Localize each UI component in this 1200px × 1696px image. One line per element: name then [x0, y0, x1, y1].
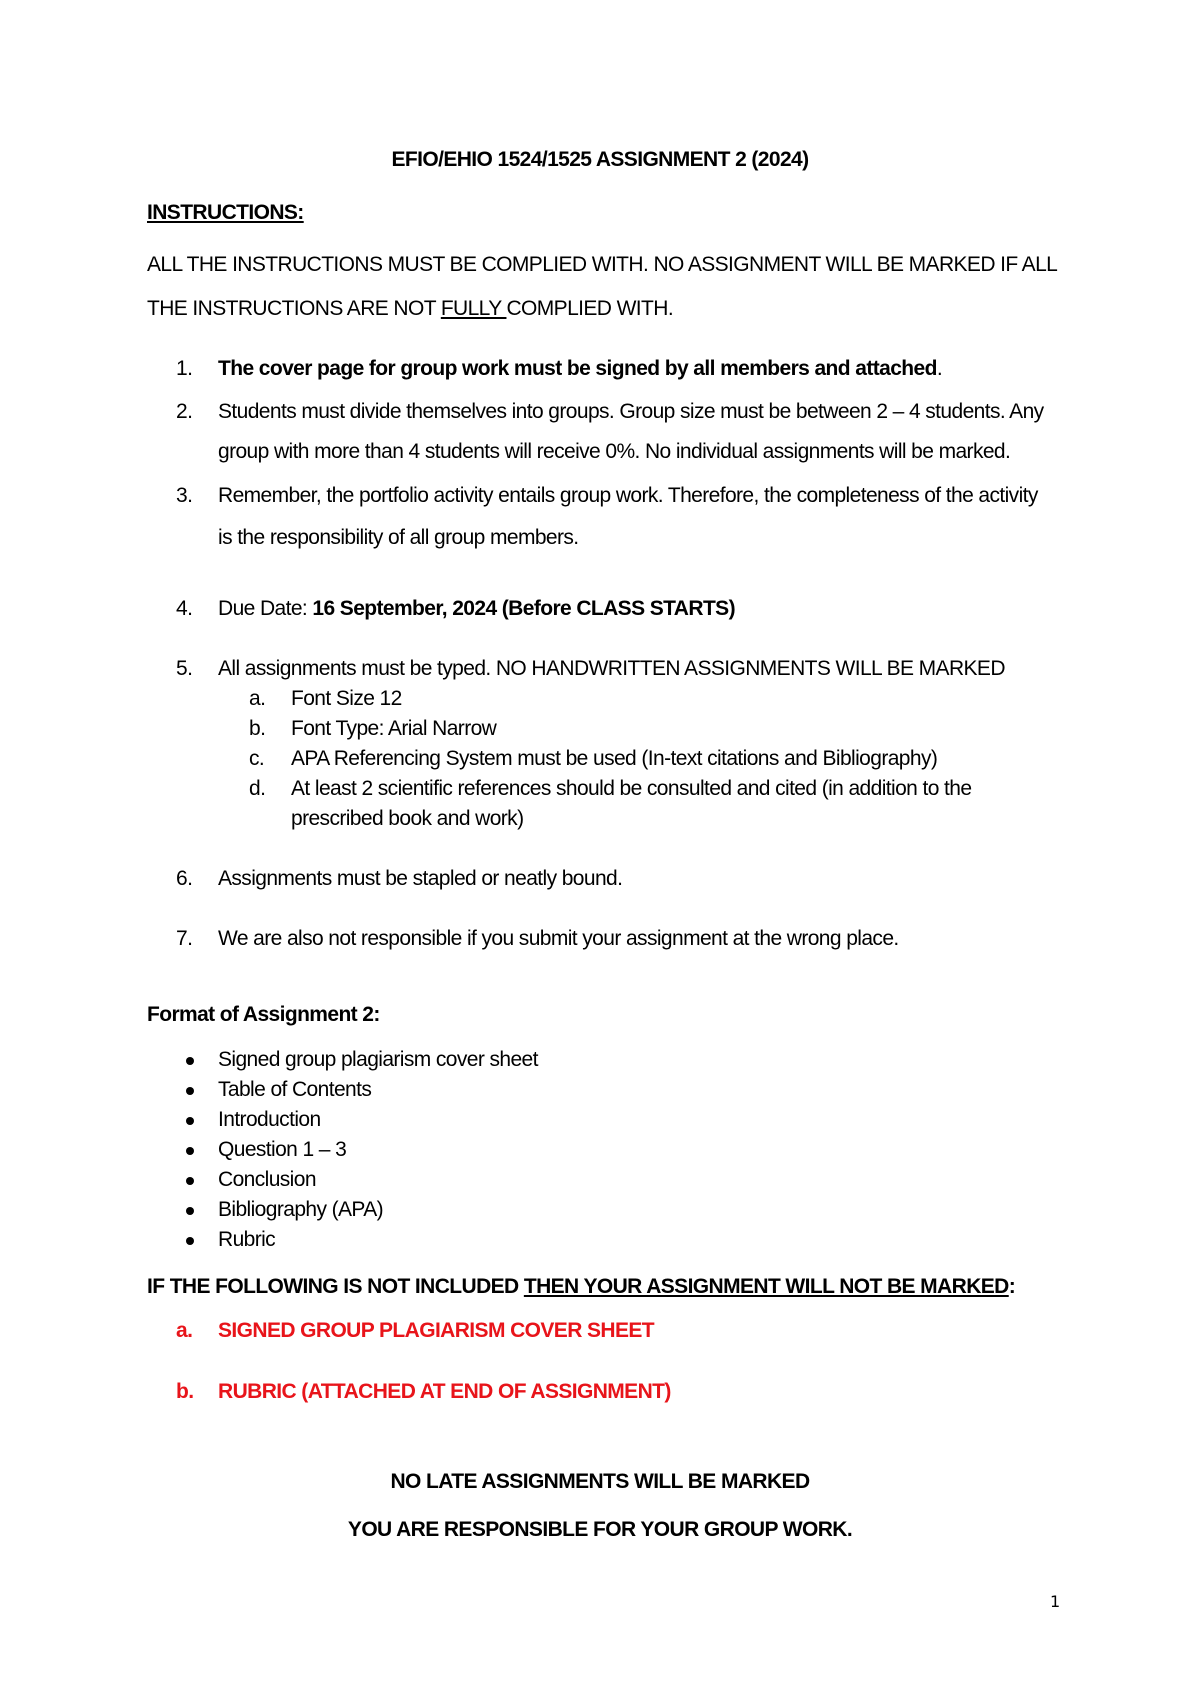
list-item-text-line-2: group with more than 4 students will receive 0%. No individual assignments will be marked. [218, 440, 1011, 463]
bullet-icon [186, 1177, 194, 1185]
list-item-text [218, 597, 735, 621]
sub-letter: a. [249, 687, 266, 710]
list-item-text-line-1: Students must divide themselves into groups. Group size must be between 2 – 4 students. Any [218, 400, 1044, 423]
sub-letter: c. [249, 747, 265, 770]
list-number: 4. [176, 597, 193, 620]
bullet-icon [186, 1057, 194, 1065]
intro-line-2-pre: THE INSTRUCTIONS ARE NOT [147, 297, 441, 320]
bullet-text: Signed group plagiarism cover sheet [218, 1048, 538, 1071]
list-number: 7. [176, 927, 193, 950]
sub-text-line-1: At least 2 scientific references should be consulted and cited (in addition to the [291, 777, 972, 800]
list-number: 3. [176, 484, 193, 507]
instructions-heading: INSTRUCTIONS: [147, 201, 304, 224]
list-item-text: We are also not responsible if you submit your assignment at the wrong place. [218, 927, 899, 950]
bullet-icon [186, 1237, 194, 1245]
bullet-text: Introduction [218, 1108, 321, 1131]
due-date-label: Due Date: [218, 597, 313, 620]
bullet-icon [186, 1147, 194, 1155]
required-text: RUBRIC (ATTACHED AT END OF ASSIGNMENT) [218, 1380, 671, 1403]
page-number: 1 [1050, 1592, 1061, 1611]
warning-underlined: THEN YOUR ASSIGNMENT WILL NOT BE MARKED [523, 1275, 1009, 1298]
list-item-text [218, 357, 942, 381]
required-letter: b. [176, 1380, 194, 1403]
intro-line-2-post: COMPLIED WITH. [506, 297, 674, 320]
document-title: EFIO/EHIO 1524/1525 ASSIGNMENT 2 (2024) [391, 148, 809, 171]
list-number: 5. [176, 657, 193, 680]
closing-line-1: NO LATE ASSIGNMENTS WILL BE MARKED [390, 1470, 810, 1493]
bullet-text: Rubric [218, 1228, 276, 1251]
warning-pre: IF THE FOLLOWING IS NOT INCLUDED [147, 1275, 524, 1298]
bullet-text: Question 1 – 3 [218, 1138, 347, 1161]
due-date-value: 16 September, 2024 (Before CLASS STARTS) [312, 597, 735, 620]
format-heading: Format of Assignment 2: [147, 1003, 380, 1026]
bullet-text: Conclusion [218, 1168, 316, 1191]
bullet-text: Bibliography (APA) [218, 1198, 384, 1221]
intro-fully-underlined: FULLY [440, 297, 507, 320]
list-item-text-line-1: Remember, the portfolio activity entails group work. Therefore, the completeness of the activity [218, 484, 1038, 507]
list-number: 6. [176, 867, 193, 890]
sub-letter: b. [249, 717, 266, 740]
item-1-period: . [936, 357, 943, 380]
bullet-icon [186, 1207, 194, 1215]
closing-line-2: YOU ARE RESPONSIBLE FOR YOUR GROUP WORK. [347, 1518, 853, 1541]
bullet-icon [186, 1087, 194, 1095]
item-1-bold: The cover page for group work must be signed by all members and attached [218, 357, 937, 380]
list-number: 1. [176, 357, 193, 380]
sub-text: Font Type: Arial Narrow [291, 717, 497, 740]
list-item-text-line-2: is the responsibility of all group members. [218, 526, 579, 549]
warning-line [147, 1275, 1015, 1299]
list-item-text: All assignments must be typed. NO HANDWRITTEN ASSIGNMENTS WILL BE MARKED [218, 657, 1005, 680]
intro-line-1: ALL THE INSTRUCTIONS MUST BE COMPLIED WITH. NO ASSIGNMENT WILL BE MARKED IF ALL [147, 253, 1058, 276]
sub-text: Font Size 12 [291, 687, 402, 710]
list-number: 2. [176, 400, 193, 423]
required-letter: a. [176, 1319, 193, 1342]
sub-text: APA Referencing System must be used (In-text citations and Bibliography) [291, 747, 938, 770]
list-item-text: Assignments must be stapled or neatly bound. [218, 867, 623, 890]
intro-line-2 [147, 297, 673, 321]
sub-letter: d. [249, 777, 266, 800]
warning-colon: : [1008, 1275, 1016, 1298]
required-text: SIGNED GROUP PLAGIARISM COVER SHEET [218, 1319, 655, 1342]
sub-text-line-2: prescribed book and work) [291, 807, 524, 830]
bullet-icon [186, 1117, 194, 1125]
bullet-text: Table of Contents [218, 1078, 372, 1101]
